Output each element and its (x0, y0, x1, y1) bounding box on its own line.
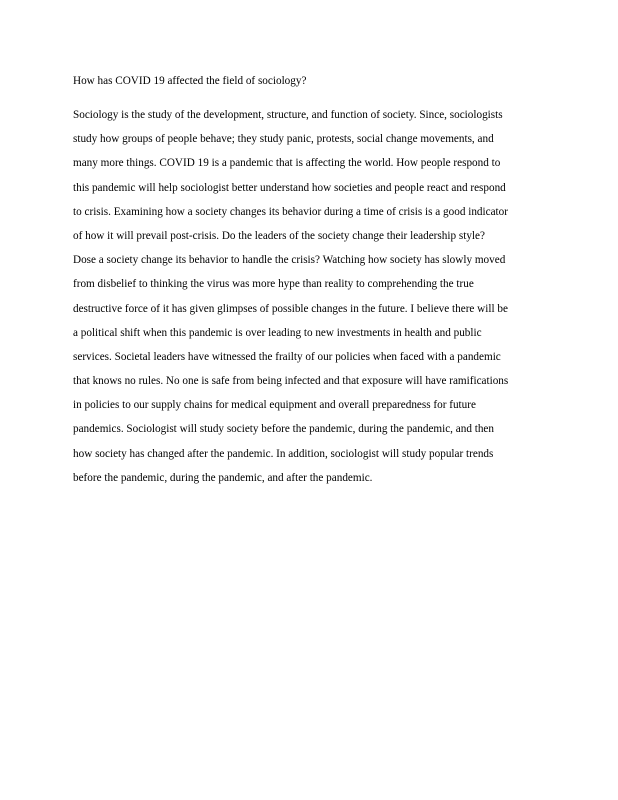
paragraph-line: from disbelief to thinking the virus was more hype than reality to comprehending the true (73, 278, 474, 291)
paragraph-line: Sociology is the study of the development, structure, and function of society. Since, sociologists (73, 109, 503, 121)
paragraph-line: in policies to our supply chains for medical equipment and overall preparedness for future (73, 399, 476, 412)
paragraph-line: pandemics. Sociologist will study society before the pandemic, during the pandemic, and then (73, 423, 494, 436)
paragraph-line: to crisis. Examining how a society changes its behavior during a time of crisis is a good indicator (73, 205, 508, 218)
paragraph-line: many more things. COVID 19 is a pandemic that is affecting the world. How people respond to (73, 157, 501, 170)
paragraph-line: services. Societal leaders have witnessed the frailty of our policies when faced with a pandemic (73, 350, 501, 363)
paragraph-line: before the pandemic, during the pandemic, and after the pandemic. (73, 471, 373, 484)
paragraph-line: of how it will prevail post-crisis. Do the leaders of the society change their leadership style? (73, 229, 485, 242)
paragraph-line: that knows no rules. No one is safe from being infected and that exposure will have ramifications (73, 375, 509, 388)
paragraph-line: how society has changed after the pandemic. In addition, sociologist will study popular trends (73, 447, 494, 460)
body-paragraph (73, 108, 508, 495)
paragraph-line: destructive force of it has given glimpses of possible changes in the future. I believe there will be (73, 302, 508, 315)
paragraph-line: study how groups of people behave; they study panic, protests, social change movements, and (73, 133, 494, 146)
paragraph-line: Dose a society change its behavior to handle the crisis? Watching how society has slowly moved (73, 254, 506, 267)
paragraph-line: a political shift when this pandemic is over leading to new investments in health and public (73, 326, 482, 339)
question-heading: How has COVID 19 affected the field of sociology? (73, 75, 307, 87)
paragraph-line: this pandemic will help sociologist better understand how societies and people react and respond (73, 181, 506, 194)
